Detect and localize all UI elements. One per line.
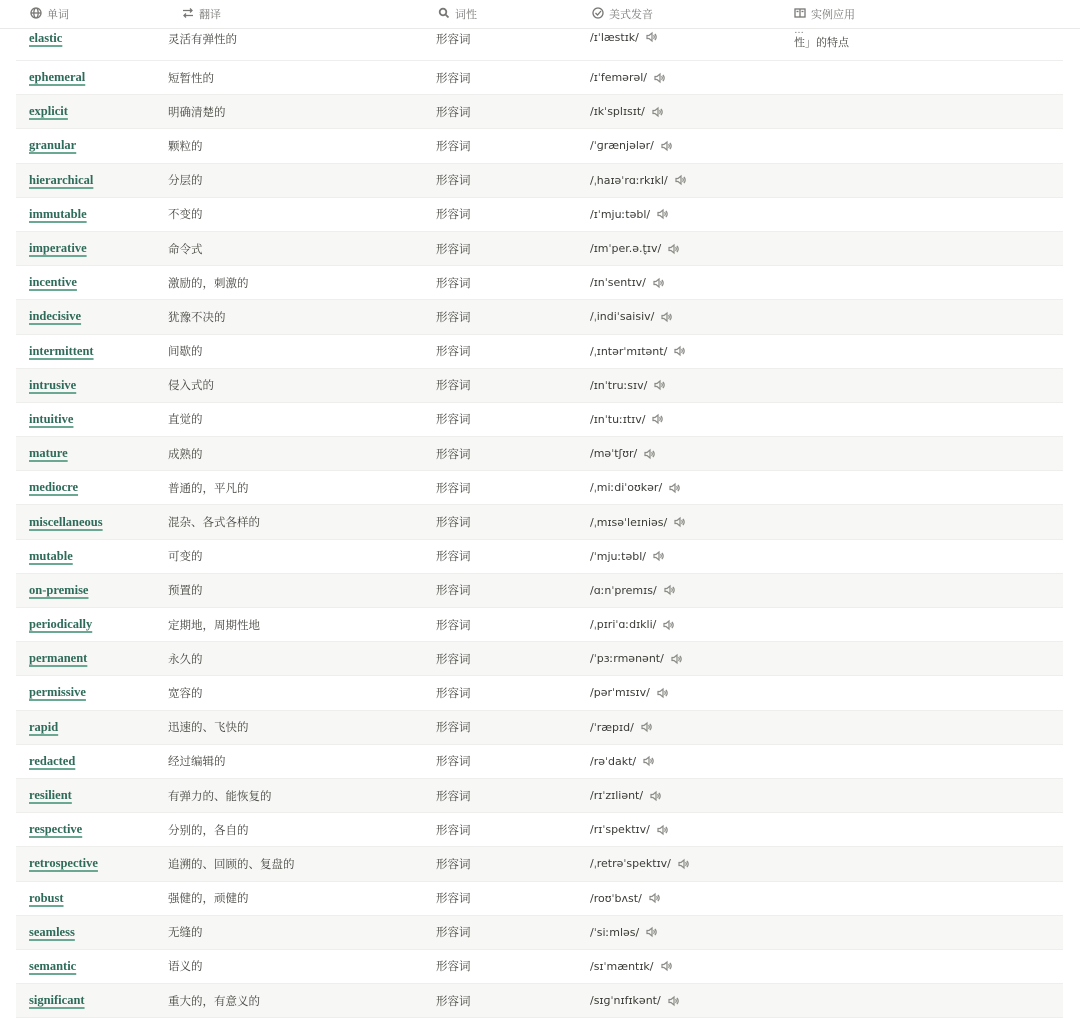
- word-link[interactable]: mutable: [29, 548, 73, 563]
- column-header-label: 单词: [47, 9, 69, 21]
- pos-cell: 形容词: [436, 448, 471, 461]
- table-row: [16, 198, 1063, 232]
- table-row: [16, 540, 1063, 574]
- pos-cell: 形容词: [436, 893, 471, 906]
- pos-cell: 形容词: [436, 517, 471, 530]
- pronunciation-text: /rəˈdakt/: [590, 754, 637, 768]
- pos-cell: 形容词: [436, 482, 471, 495]
- pronunciation-text: /ɑːnˈpremɪs/: [590, 583, 657, 597]
- speaker-icon[interactable]: [667, 243, 679, 255]
- translation-cell: 灵活有弹性的: [168, 34, 237, 46]
- pronunciation-text: /ɪˈlæstɪk/: [590, 31, 639, 44]
- translation-cell: 明确清楚的: [168, 106, 226, 119]
- translation-cell: 短暂性的: [168, 72, 214, 85]
- translation-cell: 预置的: [168, 585, 203, 598]
- translation-cell: 激励的，刺激的: [168, 277, 249, 290]
- table-row: [16, 847, 1063, 881]
- pos-cell: 形容词: [436, 277, 471, 290]
- column-header-label: 实例应用: [811, 9, 855, 21]
- pronunciation-text: /ˌretrəˈspektɪv/: [590, 857, 671, 871]
- pronunciation-text: /ˌindiˈsaisiv/: [590, 310, 655, 324]
- pronunciation-cell: [590, 300, 672, 333]
- translation-cell: 永久的: [168, 653, 203, 666]
- speaker-icon[interactable]: [653, 72, 665, 84]
- translation-cell: 成熟的: [168, 448, 203, 461]
- word-link[interactable]: incentive: [29, 275, 77, 290]
- book-icon: [794, 7, 806, 22]
- pos-cell: 形容词: [436, 619, 471, 632]
- table-row: [16, 882, 1063, 916]
- pronunciation-cell: [590, 574, 675, 607]
- pos-cell: 形容词: [436, 311, 471, 324]
- pronunciation-cell: [590, 950, 672, 983]
- word-link[interactable]: granular: [29, 138, 77, 153]
- translation-cell: 命令式: [168, 243, 203, 256]
- word-link[interactable]: redacted: [29, 753, 76, 768]
- pos-cell: 形容词: [436, 585, 471, 598]
- pronunciation-text: /pərˈmɪsɪv/: [590, 686, 650, 700]
- translation-cell: 不变的: [168, 209, 203, 222]
- speaker-icon[interactable]: [649, 790, 661, 802]
- word-link[interactable]: retrospective: [29, 856, 98, 871]
- pronunciation-text: /ˈræpɪd/: [590, 720, 634, 734]
- speaker-icon[interactable]: [643, 448, 655, 460]
- speaker-icon[interactable]: [673, 345, 685, 357]
- word-link[interactable]: elastic: [29, 31, 63, 45]
- word-link[interactable]: intuitive: [29, 411, 74, 426]
- pronunciation-text: /ɪmˈper.ə.t̬ɪv/: [590, 242, 662, 256]
- pronunciation-cell: [590, 29, 657, 62]
- pronunciation-text: /ɪˈmjuːtəbl/: [590, 207, 651, 221]
- pronunciation-text: /məˈtʃʊr/: [590, 447, 638, 461]
- table-body: [0, 29, 1080, 1018]
- pronunciation-text: /sɪˈmæntɪk/: [590, 959, 654, 973]
- pronunciation-text: /ˈpɜːrmənənt/: [590, 652, 664, 666]
- speaker-icon[interactable]: [674, 174, 686, 186]
- translation-cell: 可变的: [168, 551, 203, 564]
- column-header-usage[interactable]: [794, 0, 855, 28]
- table-row: [16, 574, 1063, 608]
- usage-text: 性」的特点: [794, 37, 849, 49]
- table-row: [16, 335, 1063, 369]
- translation-cell: 宽容的: [168, 687, 203, 700]
- pronunciation-cell: [590, 129, 672, 162]
- pronunciation-text: /ˈmjuːtəbl/: [590, 549, 647, 563]
- table-row: [16, 437, 1063, 471]
- speaker-icon[interactable]: [652, 550, 664, 562]
- speaker-icon[interactable]: [652, 277, 664, 289]
- word-link[interactable]: explicit: [29, 104, 68, 119]
- speaker-icon[interactable]: [648, 892, 660, 904]
- table-row: [16, 403, 1063, 437]
- pos-cell: 形容词: [436, 140, 471, 153]
- speaker-icon[interactable]: [667, 995, 679, 1007]
- speaker-icon[interactable]: [645, 31, 657, 43]
- pronunciation-cell: [590, 882, 660, 915]
- pronunciation-cell: [590, 813, 668, 846]
- pronunciation-text: /ɪkˈsplɪsɪt/: [590, 105, 645, 119]
- pronunciation-text: /ˌhaɪəˈrɑːrkɪkl/: [590, 173, 668, 187]
- pronunciation-cell: [590, 779, 661, 812]
- pronunciation-cell: [590, 984, 679, 1017]
- table-row: [16, 916, 1063, 950]
- pronunciation-cell: [590, 745, 654, 778]
- speaker-icon[interactable]: [662, 619, 674, 631]
- table-row: [16, 745, 1063, 779]
- speaker-icon[interactable]: [668, 482, 680, 494]
- speaker-icon[interactable]: [656, 208, 668, 220]
- word-link[interactable]: intrusive: [29, 377, 77, 392]
- pronunciation-cell: [590, 164, 686, 197]
- column-header-pronunciation[interactable]: [592, 0, 653, 28]
- translation-cell: 定期地，周期性地: [168, 619, 260, 632]
- table-row: [16, 608, 1063, 642]
- translation-cell: 侵入式的: [168, 380, 214, 393]
- pronunciation-cell: [590, 711, 652, 744]
- usage-cell: [794, 29, 1064, 62]
- pos-cell: 形容词: [436, 756, 471, 769]
- table-row: [16, 369, 1063, 403]
- word-link[interactable]: robust: [29, 890, 64, 905]
- table-row: [16, 813, 1063, 847]
- word-link[interactable]: imperative: [29, 241, 87, 256]
- pronunciation-text: /ˌpɪriˈɑːdɪkli/: [590, 618, 657, 632]
- word-link[interactable]: resilient: [29, 788, 72, 803]
- word-link[interactable]: on-premise: [29, 582, 89, 597]
- table-header: [0, 0, 1080, 29]
- pronunciation-text: /ɪˈfemərəl/: [590, 71, 647, 85]
- speaker-icon[interactable]: [656, 687, 668, 699]
- pos-cell: 形容词: [436, 995, 471, 1008]
- pronunciation-cell: [590, 61, 665, 94]
- column-header-label: 美式发音: [609, 9, 653, 21]
- pronunciation-text: /ɪnˈtruːsɪv/: [590, 378, 648, 392]
- pronunciation-cell: [590, 540, 664, 573]
- table-row: [16, 266, 1063, 300]
- word-link[interactable]: mediocre: [29, 480, 79, 495]
- pronunciation-cell: [590, 642, 682, 675]
- table-row: [16, 232, 1063, 266]
- pronunciation-text: /sɪɡˈnɪfɪkənt/: [590, 994, 661, 1008]
- speaker-icon[interactable]: [677, 858, 689, 870]
- word-link[interactable]: permissive: [29, 685, 86, 700]
- table-row: [16, 164, 1063, 198]
- translation-cell: 迅速的、飞快的: [168, 722, 249, 735]
- word-link[interactable]: miscellaneous: [29, 514, 103, 529]
- column-header-label: 翻译: [199, 9, 221, 21]
- pronunciation-text: /roʊˈbʌst/: [590, 891, 642, 905]
- column-header-label: 词性: [455, 9, 477, 21]
- table-row: [16, 61, 1063, 95]
- column-header-translation[interactable]: [182, 0, 221, 28]
- speaker-icon[interactable]: [645, 926, 657, 938]
- pronunciation-text: /ˌmɪsəˈleɪniəs/: [590, 515, 668, 529]
- table-row: [16, 711, 1063, 745]
- column-header-pos[interactable]: [438, 0, 477, 28]
- pronunciation-text: /ˈɡrænjələr/: [590, 139, 654, 153]
- word-link[interactable]: periodically: [29, 617, 93, 632]
- table-row: [16, 950, 1063, 984]
- pronunciation-cell: [590, 437, 655, 470]
- pos-cell: 形容词: [436, 106, 471, 119]
- translation-cell: 颗粒的: [168, 140, 203, 153]
- pos-cell: 形容词: [436, 722, 471, 735]
- pos-cell: 形容词: [436, 653, 471, 666]
- table-row: [16, 300, 1063, 334]
- word-link[interactable]: ephemeral: [29, 70, 86, 85]
- speaker-icon[interactable]: [670, 653, 682, 665]
- search-icon: [438, 7, 450, 22]
- translation-cell: 混杂、各式各样的: [168, 517, 260, 530]
- usage-cut-text: …: [794, 27, 804, 35]
- speaker-icon[interactable]: [663, 584, 675, 596]
- speaker-icon[interactable]: [651, 106, 663, 118]
- pronunciation-cell: [590, 505, 685, 538]
- pronunciation-cell: [590, 95, 663, 128]
- table-row: [16, 471, 1063, 505]
- table-row: [16, 779, 1063, 813]
- speaker-icon[interactable]: [660, 960, 672, 972]
- pos-cell: 形容词: [436, 824, 471, 837]
- word-link[interactable]: significant: [29, 993, 85, 1008]
- pronunciation-text: /ˈsiːmləs/: [590, 925, 640, 939]
- translation-cell: 经过编辑的: [168, 756, 226, 769]
- word-link[interactable]: hierarchical: [29, 172, 94, 187]
- pronunciation-cell: [590, 369, 665, 402]
- pronunciation-cell: [590, 403, 663, 436]
- pronunciation-cell: [590, 916, 657, 949]
- translation-cell: 重大的，有意义的: [168, 995, 260, 1008]
- pos-cell: 形容词: [436, 380, 471, 393]
- pos-cell: 形容词: [436, 687, 471, 700]
- word-link[interactable]: permanent: [29, 651, 88, 666]
- pronunciation-text: /rɪˈspektɪv/: [590, 823, 650, 837]
- table-row: [16, 129, 1063, 163]
- column-header-word[interactable]: [30, 0, 69, 28]
- pronunciation-cell: [590, 335, 685, 368]
- translation-cell: 无缝的: [168, 927, 203, 940]
- pos-cell: 形容词: [436, 551, 471, 564]
- table-row: [16, 505, 1063, 539]
- pos-cell: 形容词: [436, 72, 471, 85]
- pronunciation-text: /rɪˈzɪliənt/: [590, 789, 644, 803]
- translation-cell: 分别的，各自的: [168, 824, 249, 837]
- translation-cell: 分层的: [168, 175, 203, 188]
- translation-cell: 追溯的、回顾的、复盘的: [168, 858, 295, 871]
- translation-cell: 普通的，平凡的: [168, 482, 249, 495]
- pronunciation-cell: [590, 608, 674, 641]
- word-link[interactable]: seamless: [29, 924, 75, 939]
- translation-cell: 强健的，顽健的: [168, 893, 249, 906]
- table-row: [16, 984, 1063, 1018]
- pronunciation-cell: [590, 471, 680, 504]
- pos-cell: 形容词: [436, 34, 471, 46]
- speaker-icon[interactable]: [656, 824, 668, 836]
- translation-cell: 犹豫不决的: [168, 311, 226, 324]
- pos-cell: 形容词: [436, 243, 471, 256]
- swap-arrows-icon: [182, 7, 194, 22]
- pos-cell: 形容词: [436, 858, 471, 871]
- table-row: [16, 95, 1063, 129]
- pronunciation-text: /ˌmiːdiˈoʊkər/: [590, 481, 663, 495]
- speaker-icon[interactable]: [660, 311, 672, 323]
- translation-cell: 有弹力的、能恢复的: [168, 790, 272, 803]
- word-link[interactable]: rapid: [29, 719, 59, 734]
- table-row: [16, 642, 1063, 676]
- translation-cell: 语义的: [168, 961, 203, 974]
- speaker-icon[interactable]: [673, 516, 685, 528]
- pos-cell: 形容词: [436, 346, 471, 359]
- word-link[interactable]: mature: [29, 446, 68, 461]
- table-row: [16, 29, 1063, 61]
- speaker-icon[interactable]: [642, 755, 654, 767]
- pos-cell: 形容词: [436, 790, 471, 803]
- pronunciation-cell: [590, 266, 664, 299]
- translation-cell: 间歇的: [168, 346, 203, 359]
- pos-cell: 形容词: [436, 961, 471, 974]
- word-link[interactable]: immutable: [29, 206, 87, 221]
- translation-cell: 直觉的: [168, 414, 203, 427]
- pronunciation-text: /ɪnˈsentɪv/: [590, 276, 646, 290]
- word-link[interactable]: indecisive: [29, 309, 82, 324]
- pronunciation-cell: [590, 847, 689, 880]
- table-row: [16, 676, 1063, 710]
- speaker-icon[interactable]: [651, 413, 663, 425]
- word-link[interactable]: respective: [29, 822, 83, 837]
- pronunciation-cell: [590, 198, 668, 231]
- speaker-icon[interactable]: [640, 721, 652, 733]
- speaker-icon[interactable]: [660, 140, 672, 152]
- pos-cell: 形容词: [436, 209, 471, 222]
- pronunciation-cell: [590, 232, 679, 265]
- pos-cell: 形容词: [436, 175, 471, 188]
- check-circle-icon: [592, 7, 604, 22]
- speaker-icon[interactable]: [653, 379, 665, 391]
- pronunciation-text: /ˌɪntərˈmɪtənt/: [590, 344, 668, 358]
- globe-icon: [30, 7, 42, 22]
- pronunciation-text: /ɪnˈtuːɪtɪv/: [590, 412, 646, 426]
- pos-cell: 形容词: [436, 414, 471, 427]
- pos-cell: 形容词: [436, 927, 471, 940]
- word-link[interactable]: intermittent: [29, 343, 94, 358]
- word-link[interactable]: semantic: [29, 958, 77, 973]
- pronunciation-cell: [590, 676, 668, 709]
